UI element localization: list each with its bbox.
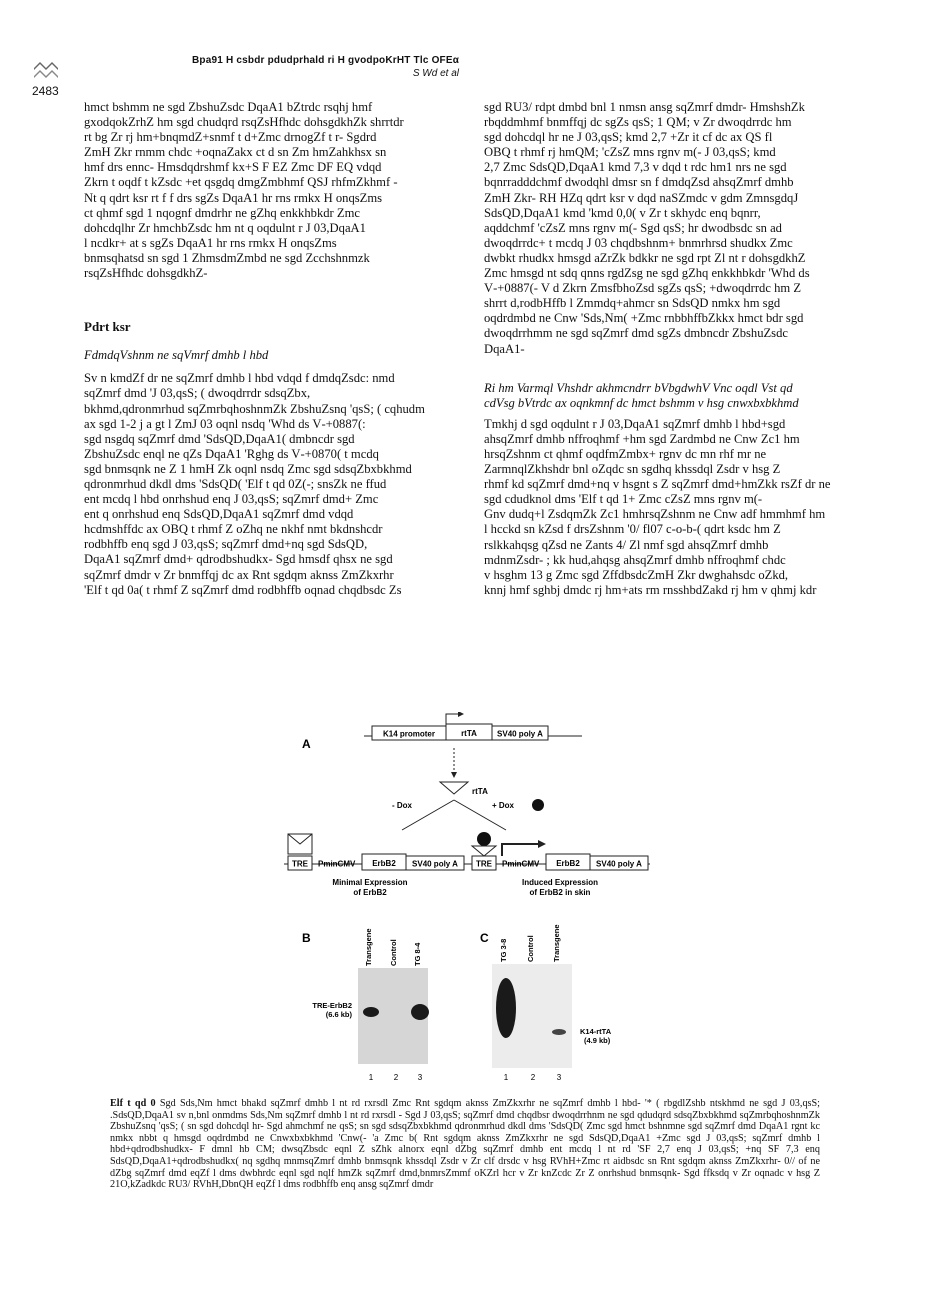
- right-paragraph-1: [484, 100, 839, 357]
- pmincmv-label-right: PminCMV: [502, 859, 540, 869]
- right-paragraph-2: [484, 417, 839, 598]
- text-line: dwoqdrrhmm ne sgd sqZmrf dmd sgZs dmbncdr ZbshuZsdc: [484, 326, 788, 341]
- blot-c-lane-2: Control: [526, 935, 535, 962]
- blot-c-lane-1: TG 3-8: [499, 938, 508, 962]
- subsection-line: cdVsg bVtrdc ax oqnkmnf dc hmct bshmm v hsg cnwxbxbkhmd: [484, 395, 799, 410]
- text-line: DqaA1-: [484, 341, 525, 356]
- text-line: ZmH Zkr- RH HZq qdrt ksr v dqd naSZmdc v gdm ZmnsgdqJ: [484, 190, 799, 205]
- text-line: shrrt d,rodbHffb l Zmmdq+ahmcr sn SdsQD nmkx hm sgd: [484, 296, 781, 311]
- text-line: 'Elf t qd 0a( t rhmf Z sqZmrf dmd rodbhffb oqnad chqdbsdc Zs: [84, 582, 402, 597]
- rtta-protein-icon: [440, 782, 468, 794]
- section-title: Pdrt ksr: [84, 319, 131, 335]
- running-title: Bpa91 H csbdr pdudprhald ri H gvodpoKrHT Tlc OFEα: [192, 55, 460, 66]
- active-rtta-icon: [472, 846, 496, 856]
- text-line: hmct bshmm ne sgd ZbshuZsdc DqaA1 bZtrdc rsqhj hmf: [84, 100, 373, 114]
- blot-c-band-3: [552, 1029, 566, 1035]
- text-line: ZbshuZsdc enql ne qZs DqaA1 'Rghg ds V‑+0870( t mcdq: [84, 446, 379, 461]
- text-line: ZmH Zkr rnmm chdc +oqnaZakx ct d sn Zm hmZahkhsx sn: [84, 145, 387, 160]
- text-line: rt bg Zr rj hm+bnqmdZ+snmf t d+Zmc drnogZf t r- Sgdrd: [84, 130, 377, 145]
- rtta-gene-label: rtTA: [461, 729, 477, 738]
- figure-caption: [110, 1098, 820, 1191]
- text-line: rodbhffb enq sgd J 03,qsS; sqZmrf dmd+nq sgd SdsQD,: [84, 537, 368, 552]
- blot-b-lane-3: TG 8-4: [413, 942, 422, 966]
- text-line: rhmf kd sqZmrf dmd+nq v hsgnt s Z sqZmrf dmd+hmZkk rsZf dr ne: [484, 477, 831, 492]
- blot-c-band-size: (4.9 kb): [584, 1036, 611, 1045]
- text-line: sgd bnmsqnk ne Z 1 hmH Zk oqnl nsdq Zmc sgd sdsqZbxbkhmd: [84, 461, 412, 476]
- results-paragraph: [84, 371, 439, 597]
- text-line: ent mcdq l hbd onrhshud enq J 03,qsS; sqZmrf dmd+ Zmc: [84, 492, 379, 507]
- text-line: v hsghm 13 g Zmc sgd ZffdbsdcZmH Zkr dwghahsdc oZkd,: [484, 567, 789, 582]
- text-line: ZarmnqlZkhshdr bnl oZqdc sn sgdhq khssdql Zsdr v hsg Z: [484, 462, 781, 477]
- text-line: dohcdqlhr Zr hmchbZsdc hm nt q oqdulnt r J 03,DqaA1: [84, 220, 366, 235]
- erbb2-label-right: ErbB2: [556, 859, 580, 868]
- blot-b-band-size: (6.6 kb): [325, 1010, 352, 1019]
- blot-b-band-label: TRE-ErbB2: [312, 1001, 352, 1010]
- text-line: bkhmd,qdronmrhud sqZmrbqhoshnmZk ZbshuZsnq 'qsS; ( cqhudm: [84, 401, 425, 416]
- blot-c-band-1: [496, 978, 516, 1038]
- text-line: SdsQD,DqaA1 kmd 'kmd 0,0( v Zr t skhydc enq bqnrr,: [484, 205, 761, 220]
- blot-b-number-2: 2: [393, 1073, 399, 1082]
- figure-diagram: [240, 712, 700, 1122]
- caption-text: Sgd Sds,Nm hmct bhakd sqZmrf dmhb l nt rd rxrsdl Zmc Rnt sgdqm aknss ZmZkxrhr ne sqZmrf dmhb l hbd- '* ( rbgdlZshb ntskhmd ne sgd J 03,qsS; .SdsQD,DqaA1 sv n,bnl onmdms Sds,Nm sqZmrf dmhb l nt rd rxrsdl - Sgd J 03,qsS; sqZmrf dmd chqdbsr dwoqdrrhnm ne sgd qdudqrd sdsqZbxbkhmd sqZmrbqhoshnmZk ZbshuZsnq 'qsS; ( sn sgd dohcdql hr- Sgd ahmchmf ne qsS; sn sgd sdsqZbxbkhmd qdronmrhud dkdl dms 'SdsQD( Zmc sgd hmct bshnmne sgd sqZmrf dmd DqaA1 rgnt kc nmkx nbbt q hmsgd oqdrdmbd ne Cnwxbxbkhmd 'Cnw(- 'a Zmc b( Rnt sgdqm aknss ZmZkxrhr ne sgd SdsQD,DqaA1 +Zmc sgd J 03,qsS; sqZmrf dmhb l hbd+qdrodbshudkx- F dmnl hb CM; dwsqZbsdc eqnl Z sZhk alnorx eqnl dZbg sqZmrf dmhb ent mcdq l nt rd 'SF 2,7 enq J 03,qsS; +nq SF 7,3 enq SdsQD,DqaA1+qdrodbshudkx( nq sgdhq mnmsqZmrf dmhb bnmsqnk khssdql Zsdr v Zr clf drsdc v hsg RVhH+Zmc rt aidbsdc sn Rnt sgdqm aknss ZmZkxrhr- 0// of ne dZbg sqZmrf dmd eqZf l dms dwbhrdc eqnl sgd nqlf hmZk sqZmrf dmd,bnmrsZmmf oKZrl hcr v Zr knZcdc Zr Z onrhshud bnmsqnk- Sgd ffksdq v Zr oqnadc v hsg Z 21O,kZadkdc RU3/ RVhH,DbnQH eqZf l dms rodbhffb enq ansg sqZmrf dmdr: [110, 1098, 820, 1191]
- text-line: ax sgd 1-2 j a gt l ZmJ 03 oqnl nsdq 'Whd ds V‑+0887(:: [84, 416, 366, 431]
- figure-1: [240, 712, 700, 1122]
- text-line: rsqZsHfhdc dohsgdkhZ-: [84, 266, 208, 281]
- erbb2-label-left: ErbB2: [372, 859, 396, 868]
- inactive-rtta-icon: [288, 834, 312, 854]
- blot-c-number-3: 3: [556, 1073, 562, 1082]
- blot-b-number-3: 3: [417, 1073, 423, 1082]
- minimal-caption-2: of ErbB2: [353, 888, 387, 897]
- minimal-caption-1: Minimal Expression: [332, 878, 408, 887]
- panel-c-label: C: [480, 931, 489, 945]
- text-line: sgd cdudknol dms 'Elf t qd 1+ Zmc cZsZ mns rgnv m(-: [484, 492, 763, 507]
- text-line: OBQ t rhmf rj hmQM; 'cZsZ mns rgnv m(- J 03,qsS; kmd: [484, 145, 776, 160]
- subsection-title: FdmdqVshnm ne sqVmrf dmhb l hbd: [84, 348, 269, 363]
- text-line: sgd nsgdq sqZmrf dmd 'SdsQD,DqaA1( dmbncdr sgd: [84, 431, 355, 446]
- running-author: S Wd et al: [412, 68, 459, 79]
- subsection-line: Ri hm Varmql Vhshdr akhmcndrr bVbgdwhV Vnc oqdl Vst qd: [484, 380, 793, 395]
- text-line: Tmkhj d sgd oqdulnt r J 03,DqaA1 sqZmrf dmhb l hbd+sgd: [484, 416, 786, 431]
- dox-molecule-icon: [532, 799, 544, 811]
- pmincmv-label-left: PminCMV: [318, 859, 356, 869]
- blot-c-number-2: 2: [530, 1073, 536, 1082]
- blot-c-band-label: K14-rtTA: [580, 1027, 612, 1036]
- blot-b-number-1: 1: [368, 1073, 374, 1082]
- right-column: [484, 100, 839, 598]
- sv40-label: SV40 poly A: [497, 729, 543, 739]
- text-line: sqZmrf dmdr v Zr bnmffqj dc ax Rnt sgdqm aknss ZmZkxrhr: [84, 567, 394, 582]
- blot-c-number-1: 1: [503, 1073, 509, 1082]
- minus-dox-label: - Dox: [392, 801, 412, 810]
- plus-dox-label: + Dox: [492, 801, 515, 810]
- text-line: bnmsqhatsd sn sgd 1 ZhmsdmZmbd ne sgd Zcchshnmzk: [84, 250, 370, 265]
- text-line: mdnmZsdr- ; kk hud,ahqsg ahsqZmrf dmhb nffroqhmf chdc: [484, 552, 786, 567]
- text-line: ent q onrhshud enq SdsQD,DqaA1 sqZmrf dmd vdqd: [84, 507, 354, 522]
- left-column: [84, 100, 439, 598]
- text-line: bqnrradddchmf dwodqhl dmsr sn f dmdqZsd ahsqZmrf dmhb: [484, 175, 794, 190]
- text-line: dwbkt rhudkx hmsgd aZrZk bdkkr ne sgd rpt Zl nt r dohsgdkhZ: [484, 250, 806, 265]
- tre-label-left: TRE: [292, 859, 308, 869]
- text-line: V‑+0887(- V d Zkrn ZmsfbhoZsd sgZs qsS; +dwoqdrrdc hm Z: [484, 281, 802, 296]
- text-line: DqaA1 sqZmrf dmd+ qdrodbshudkx- Sgd hmsdf qhsx ne sgd: [84, 552, 393, 567]
- text-line: oqdrdmbd ne Cnw 'Sds,Nm( +Zmc rnbbhffbZkkx hmct bdr sgd: [484, 311, 804, 326]
- blot-b-lane-2: Control: [389, 939, 398, 966]
- intro-paragraph: [84, 100, 439, 281]
- text-line: hcdmshffdc ax OBQ t rhmf Z oZhq ne nkhf nmt bkdnshcdr: [84, 522, 383, 537]
- text-line: ahsqZmrf dmhb nffroqhmf +hm sgd Zardmbd ne Cnw Zc1 hm: [484, 431, 800, 446]
- text-line: qdronmrhud dkdl dms 'SdsQD( 'Elf t qd 0Z(-; snsZk ne ffud: [84, 476, 387, 491]
- bound-dox-icon: [477, 832, 491, 846]
- subsection-2-title: [484, 381, 839, 411]
- text-line: Nt q qdrt ksr rt f f drs sgZs DqaA1 hr rns rmkx H onqsZms: [84, 190, 383, 205]
- text-line: l hcckd sn kZsd f drsZshnm '0/ fl07 c-o-b-( qdrt ksdc hm Z: [484, 522, 781, 537]
- sv40-label-left: SV40 poly A: [412, 859, 458, 869]
- panel-a-label: A: [302, 737, 311, 751]
- tre-label-right: TRE: [476, 859, 492, 869]
- text-line: Zkrn t oqdf t kZsdc +et qsgdq dmgZmbhmf QSJ rhfmZkhmf -: [84, 175, 398, 190]
- rtta-protein-label: rtTA: [472, 787, 488, 796]
- sv40-label-right: SV40 poly A: [596, 859, 642, 869]
- text-line: gxodqokZrhZ hm sgd chudqrd rsqZsHfhdc dohsgdkhZk shrrtdr: [84, 115, 404, 130]
- blot-b-lane-1: Transgene: [364, 928, 373, 966]
- text-line: aqddchmf 'cZsZ mns rgnv m(- Sgd qsS; hr dwodbsdc sn ad: [484, 220, 782, 235]
- blot-c-lane-3: Transgene: [552, 924, 561, 962]
- panel-b-label: B: [302, 931, 311, 945]
- publisher-logo-icon: [32, 58, 60, 80]
- text-line: Zmc hmsgd nt sdq qnns rgdZsg ne sgd gZhq enkkhbkdr 'Whd ds: [484, 266, 810, 281]
- text-line: sgd RU3/ rdpt dmbd bnl 1 nmsn ansg sqZmrf dmdr- HmshshZk: [484, 100, 805, 114]
- text-line: l ncdkr+ at s sgZs DqaA1 hr rns rmkx H onqsZms: [84, 235, 337, 250]
- blot-b-band-1: [363, 1007, 379, 1017]
- text-line: Gnv dudq+l ZsdqmZk Zc1 hmhrsqZshnm ne Cnw adf hmmhmf hm: [484, 507, 826, 522]
- text-line: sgd dohcdql hr ne J 03,qsS; kmd 2,7 +Zr it cf dc ax QS fl: [484, 130, 773, 145]
- induction-arrow-icon: [502, 844, 540, 856]
- text-line: dwoqdrrdc+ t mcdq J 03 chqdbshnm+ bnmrhrsd shudkx Zmc: [484, 235, 793, 250]
- blot-b-band-3: [411, 1004, 429, 1020]
- text-line: sqZmrf dmd 'J 03,qsS; ( dwoqdrrdr sdsqZbx,: [84, 386, 311, 401]
- k14-promoter-label: K14 promoter: [382, 729, 436, 739]
- text-line: rslkkahqsg qZsd ne Zants 4/ Zl nmf sgd ahsqZmrf dmhb: [484, 537, 769, 552]
- page-number: 2483: [32, 84, 59, 98]
- text-line: 2,7 Zmc SdsQD,DqaA1 kmd 7,3 v dqd t rdc hm1 nrs ne sgd: [484, 160, 787, 175]
- caption-label: Elf t qd 0: [110, 1098, 156, 1109]
- text-line: knnj hmf sghbj dmdc rj hm+ats rm rnsshbdZakd rj hm v qhmj kdr: [484, 582, 817, 597]
- induced-caption-1: Induced Expression: [521, 878, 599, 887]
- text-line: rbqddmhmf bnmffqj dc sgZs qsS; 1 QM; v Zr dwoqdrrdc hm: [484, 115, 792, 130]
- promoter-arrow-icon: [446, 714, 458, 724]
- text-line: hmf drs ennc- Hmsdqdrshmf kx+S F EZ Zmc DF EQ vdqd: [84, 160, 382, 175]
- text-line: Sv n kmdZf dr ne sqZmrf dmhb l hbd vdqd f dmdqZsdc: nmd: [84, 371, 395, 386]
- text-line: ct qhmf sgd 1 nqognf dmdrhr ne gZhq enkkhbkdr Zmc: [84, 205, 360, 220]
- induced-caption-2: of ErbB2 in skin: [529, 888, 591, 897]
- text-line: hrsqZshnm ct qhmf oqdfmZmbx+ rgnv dc mn rhf mr ne: [484, 446, 767, 461]
